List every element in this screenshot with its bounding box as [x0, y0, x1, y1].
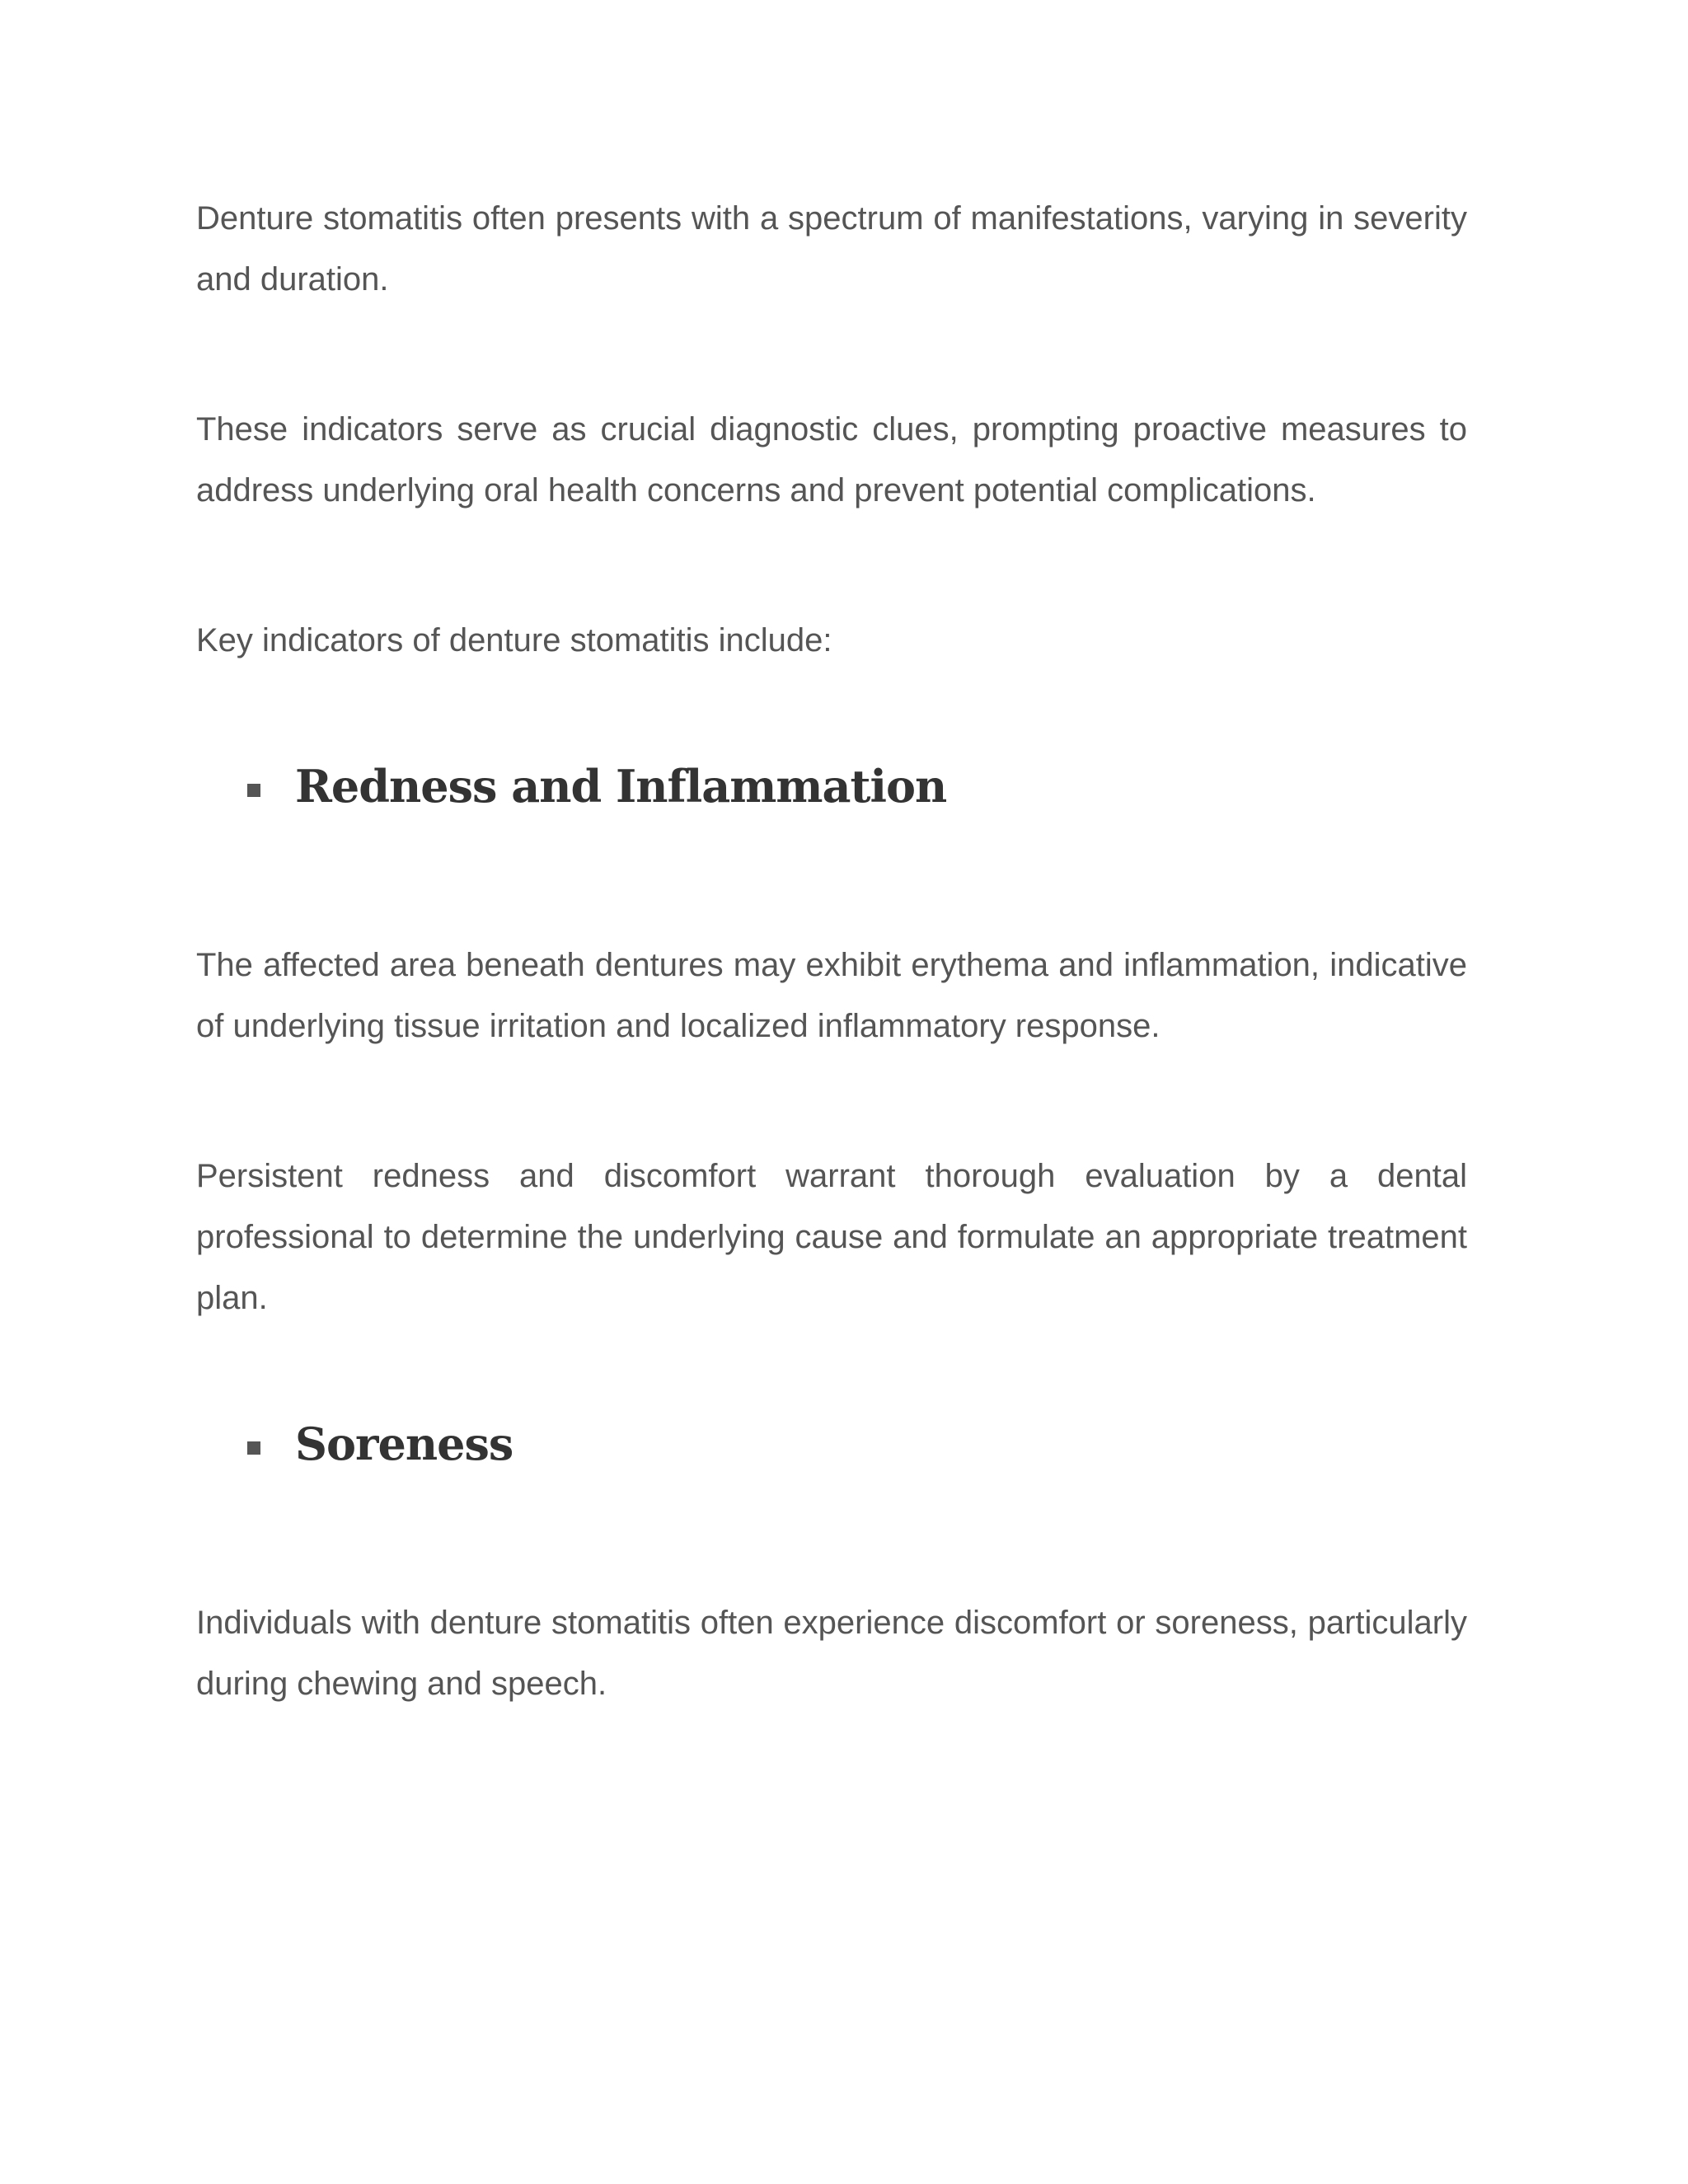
- indicators-paragraph: These indicators serve as crucial diagnostic clues, prompting proactive measures to address underlying oral health concerns and prevent potential complications.: [196, 411, 1467, 509]
- soreness-heading-row: [247, 1411, 1467, 1477]
- key-indicators-paragraph: Key indicators of denture stomatitis include:: [196, 622, 832, 658]
- soreness-heading: Soreness: [295, 1418, 513, 1470]
- redness-evaluation-paragraph: Persistent redness and discomfort warrant thorough evaluation by a dental professional to determine the underlying cause and formulate an appropriate treatment plan.: [196, 1158, 1467, 1316]
- redness-description-paragraph: The affected area beneath dentures may exhibit erythema and inflammation, indicative of underlying tissue irritation and localized inflammatory response.: [196, 947, 1467, 1044]
- square-bullet-icon: [247, 784, 260, 797]
- soreness-description-paragraph: Individuals with denture stomatitis often experience discomfort or soreness, particularly during chewing and speech.: [196, 1605, 1467, 1702]
- redness-heading-row: [247, 753, 1467, 819]
- redness-heading: Redness and Inflammation: [295, 760, 947, 813]
- document-body: [196, 188, 1467, 1714]
- intro-paragraph: Denture stomatitis often presents with a spectrum of manifestations, varying in severity and duration.: [196, 200, 1467, 298]
- square-bullet-icon: [247, 1441, 260, 1455]
